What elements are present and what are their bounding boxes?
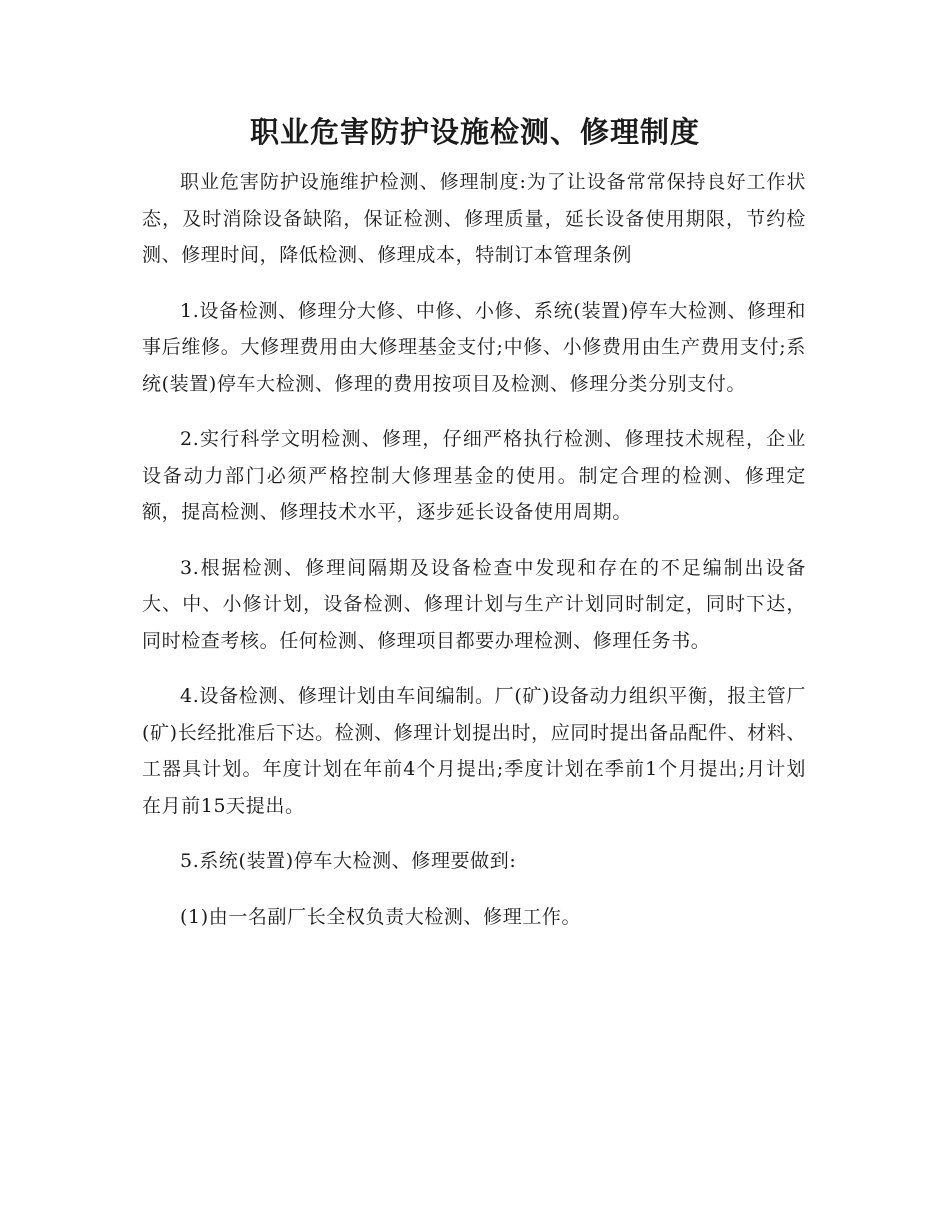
intro-paragraph: 职业危害防护设施维护检测、修理制度:为了让设备常常保持良好工作状态，及时消除设备缺陷，保证检测、修理质量，延长设备使用期限，节约检测、修理时间，降低检测、修理成本，特制订本管理条例 xyxy=(142,171,806,266)
clause-1-paragraph: 1.设备检测、修理分大修、中修、小修、系统(装置)停车大检测、修理和事后维修。大修理费用由大修理基金支付;中修、小修费用由生产费用支付;系统(装置)停车大检测、修理的费用按项目及检测、修理分类分别支付。 xyxy=(142,299,806,395)
clause-3-paragraph: 3.根据检测、修理间隔期及设备检查中发现和存在的不足编制出设备大、中、小修计划，设备检测、修理计划与生产计划同时制定，同时下达，同时检查考核。任何检测、修理项目都要办理检测、修理任务书。 xyxy=(142,556,806,652)
document-body xyxy=(142,164,806,935)
clause-2-paragraph: 2.实行科学文明检测、修理，仔细严格执行检测、修理技术规程，企业设备动力部门必须严格控制大修理基金的使用。制定合理的检测、修理定额，提高检测、修理技术水平，逐步延长设备使用周期。 xyxy=(142,428,806,523)
clause-4-paragraph: 4.设备检测、修理计划由车间编制。厂(矿)设备动力组织平衡，报主管厂(矿)长经批准后下达。检测、修理计划提出时，应同时提出备品配件、材料、工器具计划。年度计划在年前4个月提出;季度计划在季前1个月提出;月计划在月前15天提出。 xyxy=(142,685,806,817)
clause-5-item-1-paragraph: (1)由一名副厂长全权负责大检测、修理工作。 xyxy=(180,905,582,928)
clause-5-paragraph: 5.系统(装置)停车大检测、修理要做到: xyxy=(180,850,517,872)
document-title: 职业危害防护设施检测、修理制度 xyxy=(249,115,700,149)
